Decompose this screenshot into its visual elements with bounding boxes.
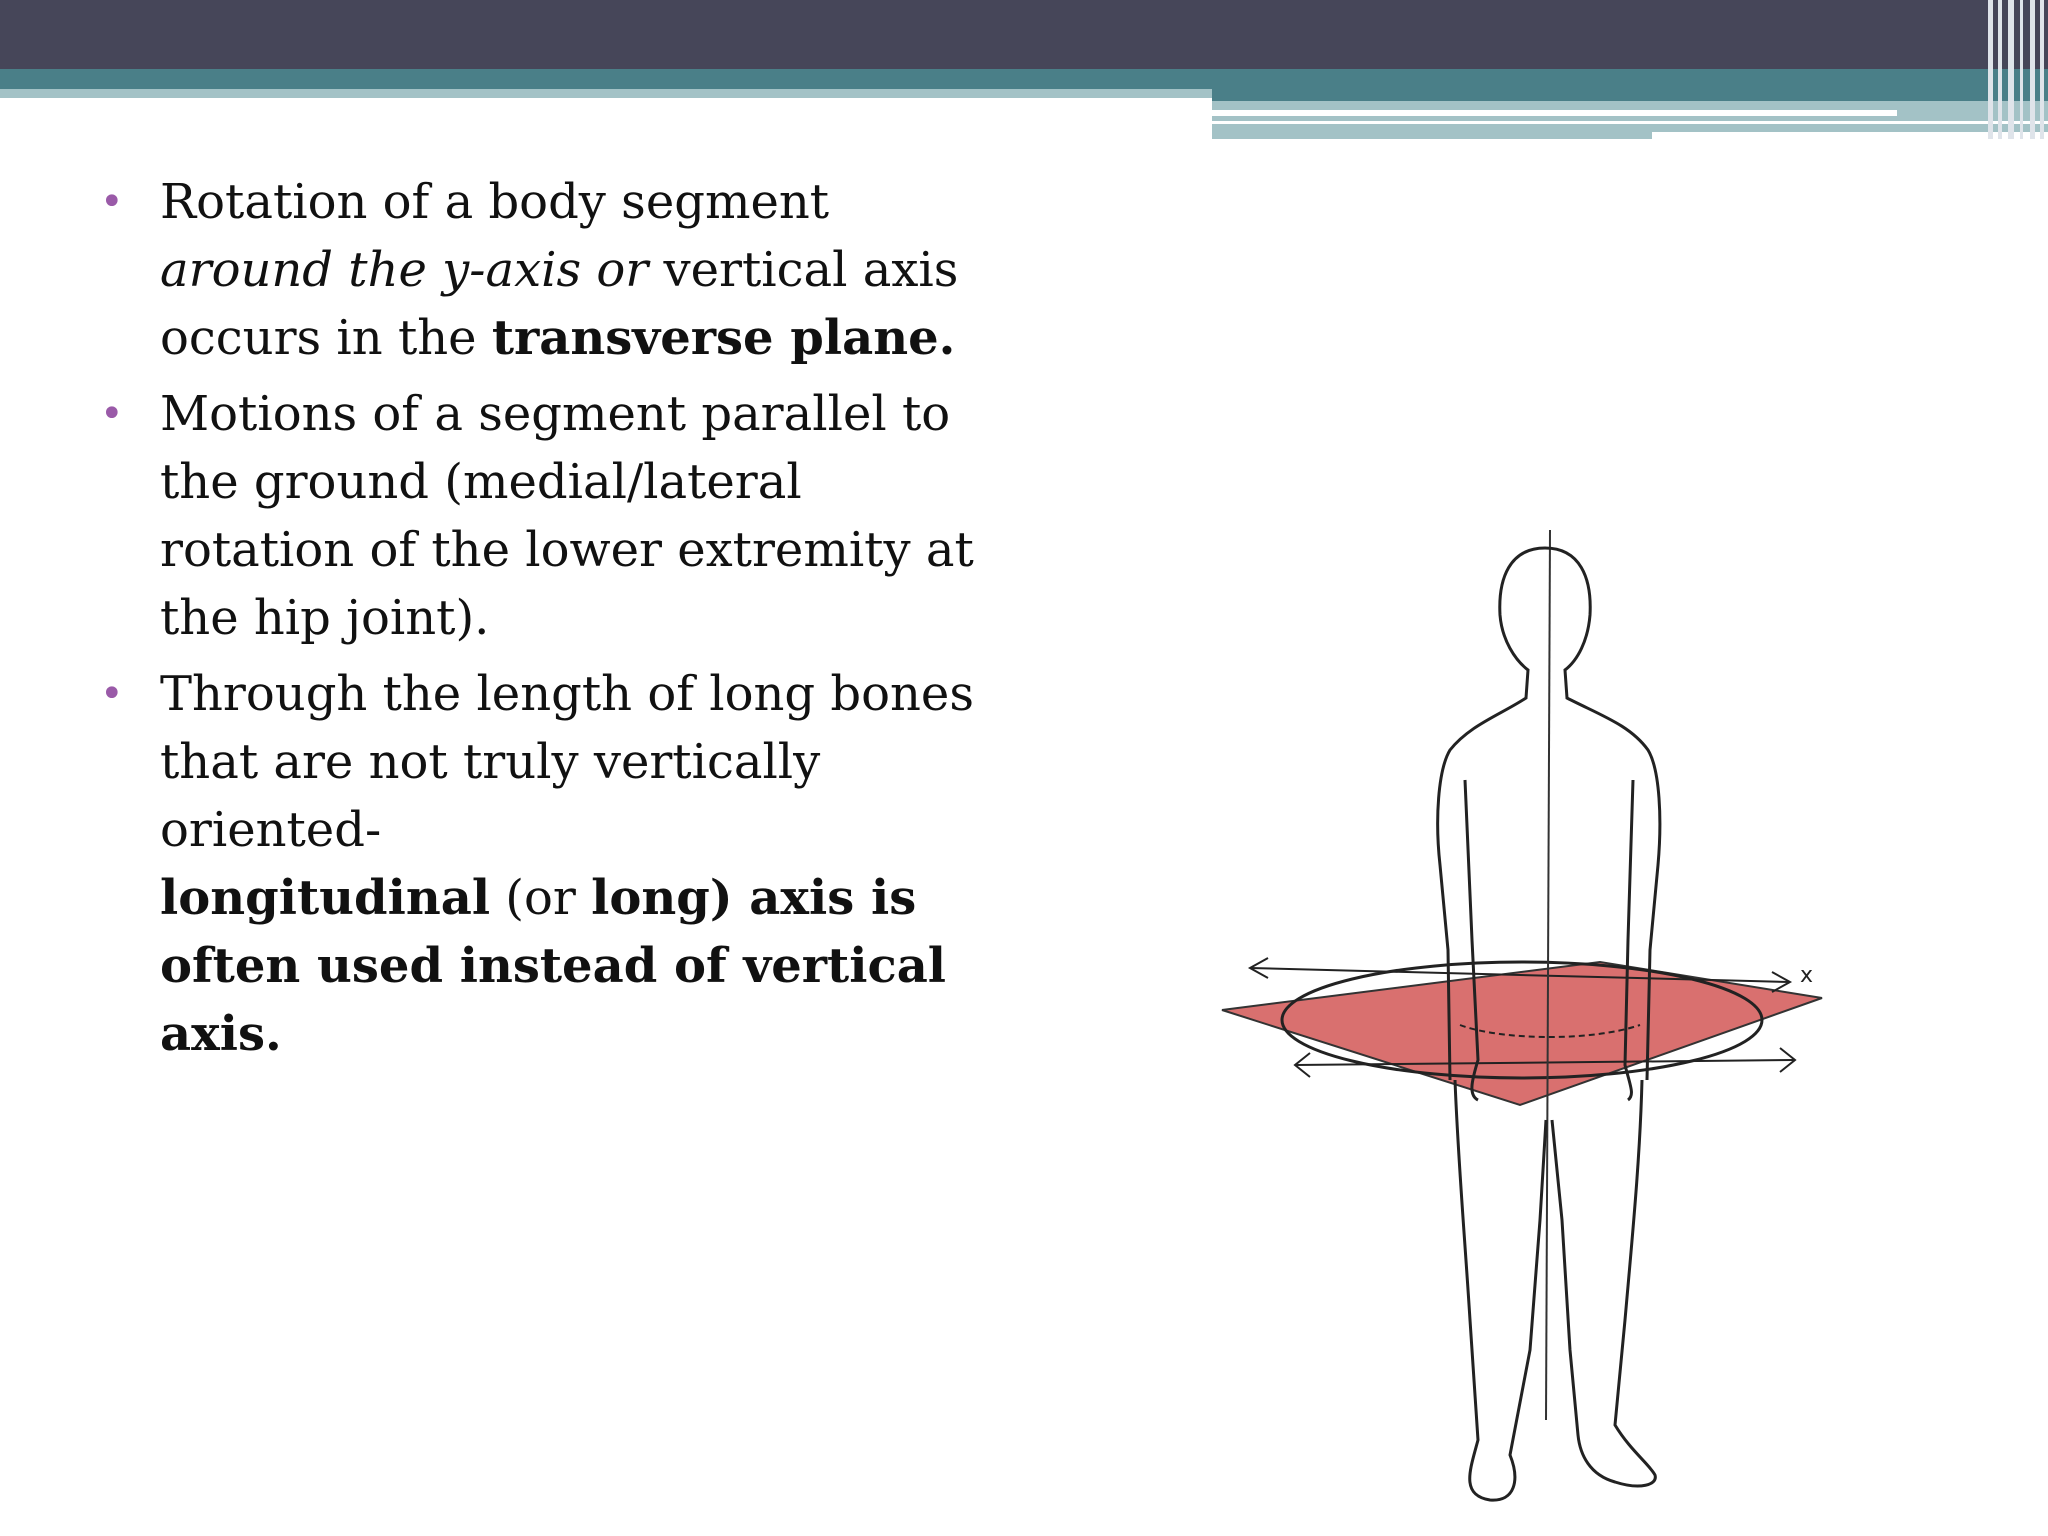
transverse-plane — [1222, 962, 1822, 1105]
bullet-icon: • — [100, 391, 124, 437]
bullet-text: (or — [490, 870, 592, 926]
leg-right — [1552, 1080, 1655, 1486]
transverse-plane-figure — [1210, 520, 1850, 1520]
header-stripe — [1998, 0, 2002, 139]
header-bar-teal-right — [1212, 89, 2048, 101]
bullet-item — [100, 660, 1000, 1068]
bullet-item — [100, 168, 1000, 372]
bullet-icon: • — [100, 179, 124, 225]
bullet-icon: • — [100, 671, 124, 717]
header-stripe — [2040, 0, 2044, 139]
bullet-text-bold: long) axis is often used instead of vertical axis. — [160, 870, 947, 1062]
header-white-line — [1212, 110, 1897, 116]
bullet-text-bold: transverse plane. — [491, 310, 956, 366]
leg-left — [1455, 1080, 1546, 1500]
header-white-line — [1212, 121, 2048, 124]
bullet-text-italic: around the y-axis or — [160, 242, 649, 298]
header-stripe — [2030, 0, 2035, 139]
bullet-text: Rotation of a body segment — [160, 174, 830, 230]
header-stripe — [2020, 0, 2023, 139]
bullet-text: Motions of a segment parallel to the ground (medial/lateral rotation of the lower extremity at the hip joint). — [160, 386, 974, 646]
bullet-text: vertical axis occurs in the — [160, 242, 959, 366]
x-axis-label: x — [1800, 963, 1814, 988]
header-bar-dark — [0, 0, 2048, 69]
header-stripe — [1988, 0, 1993, 139]
header-stripe — [2008, 0, 2014, 139]
bullet-text-bold: longitudinal — [160, 870, 491, 926]
bullet-text: Through the length of long bones that are not truly vertically oriented- — [160, 666, 974, 858]
header-bar-teal — [0, 69, 2048, 89]
bullet-list — [100, 168, 1000, 1076]
header-bar-light-left — [0, 89, 1212, 98]
bullet-item — [100, 380, 1000, 652]
